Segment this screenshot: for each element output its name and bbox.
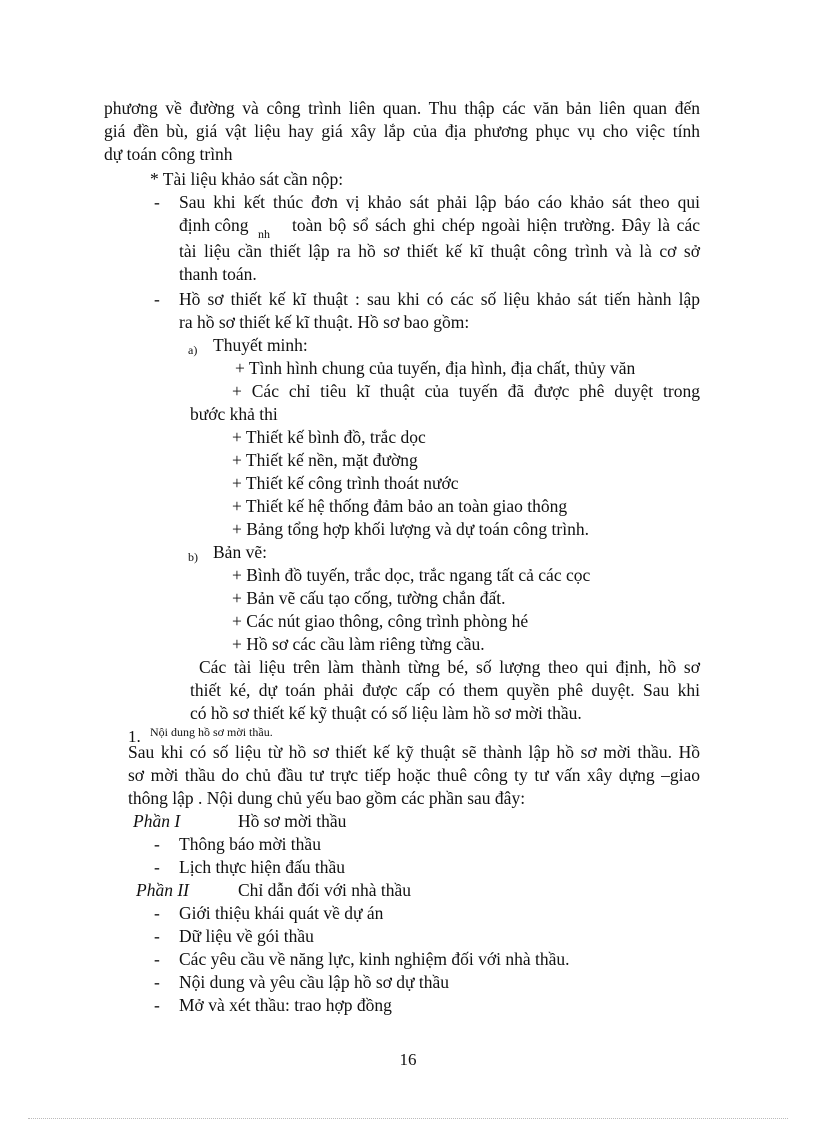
part2-item: Giới thiệu khái quát về dự án — [179, 903, 384, 923]
para2-line-1: Sau khi có số liệu từ hồ sơ thiết kế kỹ thuật sẽ thành lập hồ sơ mời thầu. Hồ — [128, 742, 700, 762]
intro-line-3: dự toán công trình — [104, 144, 233, 164]
section-a-item: + Tình hình chung của tuyến, địa hình, địa chất, thủy văn — [235, 358, 636, 378]
bullet-dash: - — [154, 995, 160, 1015]
part1-title: Hồ sơ mời thầu — [238, 811, 347, 831]
part2-item: Dữ liệu về gói thầu — [179, 926, 314, 946]
section-a-marker: a) — [188, 343, 198, 357]
part2-label: Phần II — [136, 880, 189, 900]
page-number: 16 — [399, 1050, 417, 1069]
part1-item: Thông báo mời thầu — [179, 834, 321, 854]
bullet-dash: - — [154, 857, 160, 877]
bullet1-line-4: thanh toán. — [179, 264, 257, 284]
part1-item: Lịch thực hiện đấu thầu — [179, 857, 345, 877]
heading-1-number: 1. — [128, 727, 141, 746]
section-a-item: + Thiết kế bình đồ, trắc dọc — [232, 427, 426, 447]
survey-heading: * Tài liệu khảo sát cần nộp: — [150, 169, 344, 189]
bullet1-line-3: tài liệu cần thiết lập ra hồ sơ thiết kế kĩ thuật công trình và là cơ sở — [179, 241, 700, 261]
section-b-title: Bản vẽ: — [213, 542, 267, 562]
section-b-item: + Bình đồ tuyến, trắc dọc, trắc ngang tất cả các cọc — [232, 565, 591, 585]
part1-label: Phần I — [133, 811, 181, 831]
intro-line-2: giá đền bù, giá vật liệu hay giá xây lắp của địa phương phục vụ cho việc tính — [104, 121, 700, 141]
section-a-item: + Bảng tổng hợp khối lượng và dự toán công trình. — [232, 519, 589, 539]
heading-1-title: Nội dung hồ sơ mời thầu. — [150, 725, 273, 739]
section-a-item: + Thiết kế công trình thoát nước — [232, 473, 459, 493]
bullet1-line-2b: toàn bộ sổ sách ghi chép ngoài hiện trường. Đây là các — [292, 215, 700, 235]
bullet1-line-2a: định công — [179, 215, 249, 235]
bullet1-line-2-sub: nh — [258, 227, 270, 241]
part2-item: Nội dung và yêu cầu lập hồ sơ dự thầu — [179, 972, 450, 992]
section-b-item: + Hồ sơ các cầu làm riêng từng cầu. — [232, 634, 485, 654]
closing-line-2: thiết ké, dự toán phải được cấp có them quyền phê duyệt. Sau khi — [190, 680, 700, 700]
bullet-dash: - — [154, 289, 160, 309]
section-a-item: bước khả thi — [190, 404, 278, 424]
section-b-item: + Bản vẽ cấu tạo cống, tường chắn đất. — [232, 588, 506, 608]
bullet-dash: - — [154, 949, 160, 969]
section-a-item: + Thiết kế hệ thống đảm bảo an toàn giao thông — [232, 496, 568, 516]
section-a-item: + Các chỉ tiêu kĩ thuật của tuyến đã được phê duyệt trong — [232, 381, 700, 401]
part2-title: Chỉ dẫn đối với nhà thầu — [238, 880, 412, 900]
bullet-dash: - — [154, 903, 160, 923]
closing-line-1: Các tài liệu trên làm thành từng bé, số lượng theo qui định, hồ sơ — [199, 657, 700, 677]
section-b-item: + Các nút giao thông, công trình phòng hé — [232, 611, 529, 631]
footer-divider — [28, 1118, 788, 1119]
part2-item: Các yêu cầu về năng lực, kinh nghiệm đối với nhà thầu. — [179, 949, 570, 969]
bullet2-line-1: Hồ sơ thiết kế kĩ thuật : sau khi có các số liệu khảo sát tiến hành lập — [179, 289, 700, 309]
section-b-marker: b) — [188, 550, 198, 564]
bullet-dash: - — [154, 926, 160, 946]
intro-line-1: phương về đường và công trình liên quan. Thu thập các văn bản liên quan đến — [104, 98, 700, 118]
closing-line-3: có hồ sơ thiết kế kỹ thuật có số liệu làm hồ sơ mời thầu. — [190, 703, 582, 723]
section-a-title: Thuyết minh: — [213, 335, 308, 355]
bullet-dash: - — [154, 192, 160, 212]
bullet1-line-1: Sau khi kết thúc đơn vị khảo sát phải lập báo cáo khảo sát theo qui — [179, 192, 700, 212]
bullet-dash: - — [154, 834, 160, 854]
section-a-item: + Thiết kế nền, mặt đường — [232, 450, 418, 470]
bullet2-line-2: ra hồ sơ thiết kế kĩ thuật. Hồ sơ bao gồm: — [179, 312, 470, 332]
bullet-dash: - — [154, 972, 160, 992]
para2-line-2: sơ mời thầu do chủ đầu tư trực tiếp hoặc thuê công ty tư vấn xây dựng –giao — [128, 765, 700, 785]
part2-item: Mở và xét thầu: trao hợp đồng — [179, 995, 392, 1015]
para2-line-3: thông lập . Nội dung chủ yếu bao gồm các phần sau đây: — [128, 788, 526, 808]
